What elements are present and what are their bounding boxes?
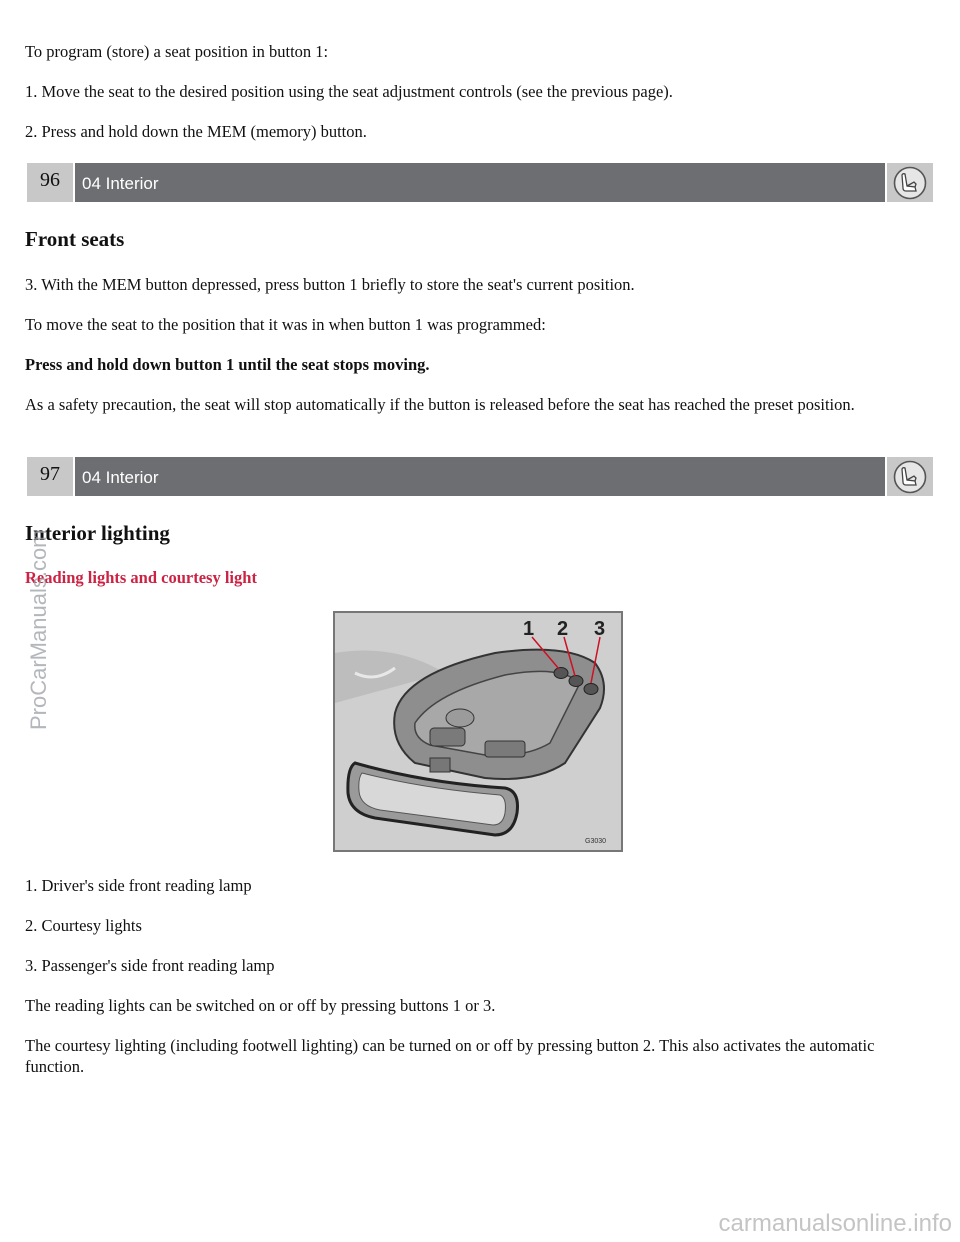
section-title: 04 Interior bbox=[75, 457, 885, 496]
legend-item-3: 3. Passenger's side front reading lamp bbox=[25, 956, 275, 975]
instruction: Press and hold down button 1 until the seat stops moving. bbox=[25, 355, 430, 374]
figure-code: G3030 bbox=[585, 838, 607, 845]
watermark-bottom: carmanualsonline.info bbox=[718, 1210, 952, 1237]
step-1: 1. Move the seat to the desired position using the seat adjustment controls (see the previous page). bbox=[25, 82, 673, 101]
move-intro: To move the seat to the position that it was in when button 1 was programmed: bbox=[25, 315, 546, 334]
callout-3: 3 bbox=[594, 618, 606, 640]
watermark-side: ProCarManuals.com bbox=[26, 529, 51, 730]
courtesy-lighting-para: The courtesy lighting (including footwell lighting) can be turned on or off by pressing button 2. This also activates the automatic function. bbox=[25, 1036, 875, 1076]
subheading-reading-lights: Reading lights and courtesy light bbox=[25, 568, 257, 587]
callout-1: 1 bbox=[523, 618, 535, 640]
callout-2: 2 bbox=[557, 618, 569, 640]
page-number: 97 bbox=[27, 457, 73, 496]
overhead-console-illustration bbox=[333, 611, 623, 852]
section-bar-96 bbox=[27, 163, 933, 202]
step-2: 2. Press and hold down the MEM (memory) button. bbox=[25, 122, 367, 141]
heading-front-seats: Front seats bbox=[25, 227, 125, 251]
section-bar-97 bbox=[27, 457, 933, 496]
legend-item-2: 2. Courtesy lights bbox=[25, 916, 142, 935]
seat-icon bbox=[887, 163, 933, 202]
heading-interior-lighting: Interior lighting bbox=[25, 521, 170, 545]
safety-note: As a safety precaution, the seat will stop automatically if the button is released before the seat has reached the preset position. bbox=[25, 395, 855, 414]
reading-lights-para: The reading lights can be switched on or off by pressing buttons 1 or 3. bbox=[25, 996, 496, 1015]
page-number: 96 bbox=[27, 163, 73, 202]
legend-item-1: 1. Driver's side front reading lamp bbox=[25, 876, 252, 895]
section-title: 04 Interior bbox=[75, 163, 885, 202]
step-3: 3. With the MEM button depressed, press button 1 briefly to store the seat's current position. bbox=[25, 275, 635, 294]
seat-icon bbox=[887, 457, 933, 496]
intro-line: To program (store) a seat position in button 1: bbox=[25, 42, 329, 61]
